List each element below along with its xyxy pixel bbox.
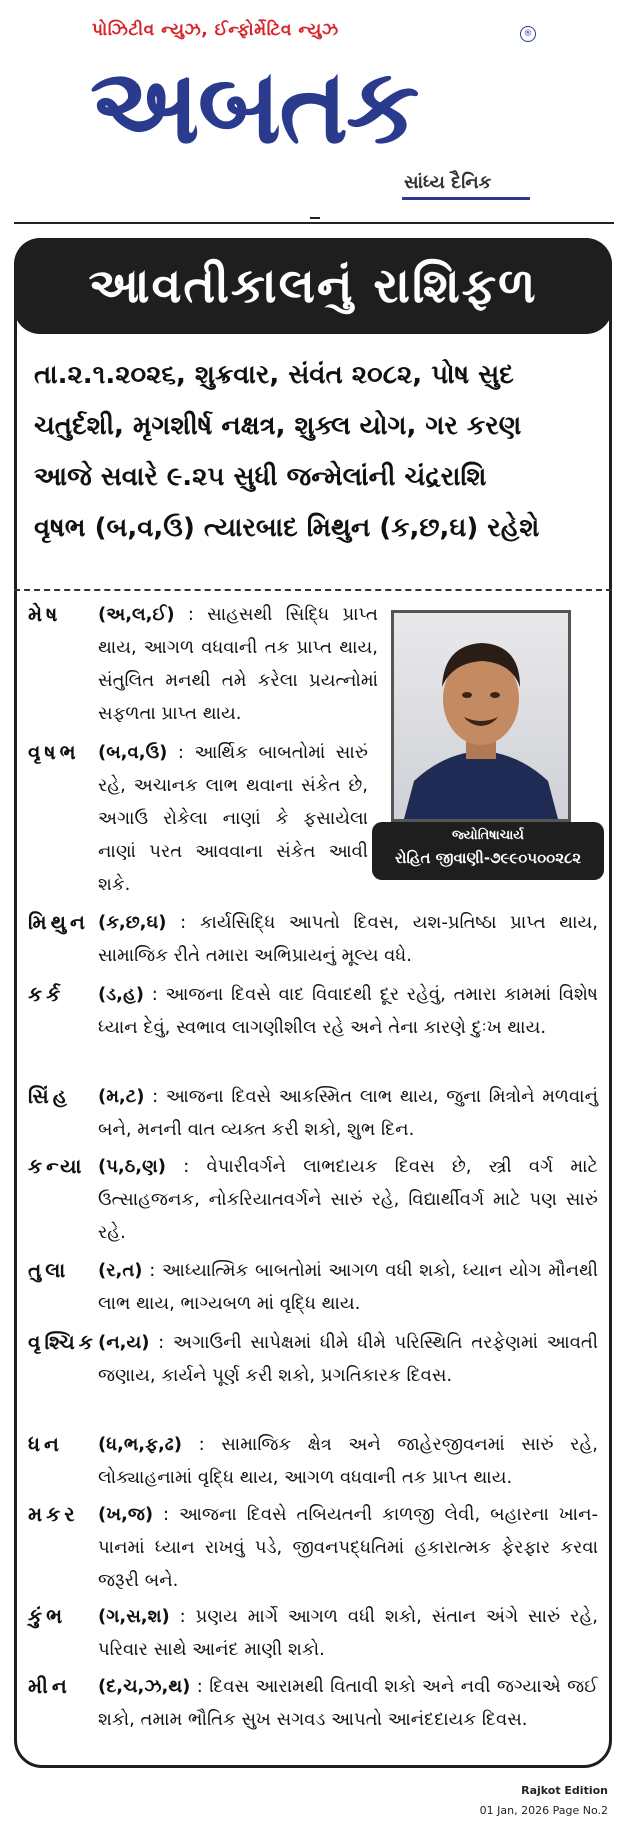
sign-prediction: : આજના દિવસે વાદ વિવાદથી દૂર રહેવું, તમારા કામમાં વિશેષ ધ્યાન દેવું, સ્વભાવ લાગણીશીલ રહે અને તેના કારણે દુઃખ થાય. (98, 984, 598, 1038)
sign-prediction: : કાર્યસિદ્ધિ આપતો દિવસ, યશ-પ્રતિષ્ઠા પ્રાપ્ત થાય, સામાજિક રીતે તમારા અભિપ્રાયનું મૂલ્ય વધે. (98, 912, 598, 966)
sign-entry-kumbh (28, 1600, 598, 1666)
sign-entry-mesh (28, 598, 378, 730)
sign-letters: (ર,ત) (98, 1260, 143, 1281)
sign-text (28, 1498, 598, 1597)
sign-prediction: : સામાજિક ક્ષેત્ર અને જાહેરજીવનમાં સારું રહે, લોક્યાહનામાં વૃદ્ધિ થાય, આગળ વધવાની તક પ્રાપ્ત થાય. (98, 1434, 598, 1488)
banner-title: આવતીકાલનું રાશિફળ (88, 258, 538, 314)
sign-name: કર્ક (28, 982, 65, 1006)
astrologer-title: જ્યોતિષાચાર્ય (452, 828, 524, 843)
sign-letters: (અ,લ,ઈ) (98, 604, 175, 625)
sign-entry-makar (28, 1498, 598, 1597)
sign-prediction: : આજના દિવસે આકસ્મિત લાભ થાય, જુના મિત્રોને મળવાનું બને, મનની વાત વ્યક્ત કરી શકો, શુભ દિન. (98, 1086, 598, 1140)
sign-name: ધન (28, 1432, 63, 1456)
sign-name: મકર (28, 1502, 79, 1526)
sign-name: મીન (28, 1674, 71, 1698)
registered-mark: ® (520, 26, 536, 42)
sign-text (28, 1428, 598, 1494)
sign-text (28, 598, 378, 730)
sign-prediction: : આજના દિવસે તબિયતની કાળજી લેવી, બહારના ખાન-પાનમાં ધ્યાન રાખવું પડે, જીવનપદ્ધતિમાં હકારાત્મક ફેરફાર કરવા જરૂરી બને. (98, 1504, 598, 1591)
horoscope-banner (14, 238, 612, 334)
header-tick (310, 217, 320, 219)
intro-divider (14, 589, 612, 591)
sign-text (28, 1254, 598, 1320)
sign-letters: (ગ,સ,શ) (98, 1606, 170, 1627)
sign-letters: (મ,ટ) (98, 1086, 145, 1107)
intro-line: તા.૨.૧.૨૦૨૬, શુક્રવાર, સંવંત ૨૦૮૨, પોષ સુદ (34, 360, 514, 390)
sign-text (28, 1670, 598, 1736)
sign-prediction: : વેપારીવર્ગને લાભદાયક દિવસ છે, સ્ત્રી વર્ગ માટે ઉત્સાહજનક, નોકરિયાતવર્ગને સારું રહે, વિદ્યાર્થીવર્ગ માટે પણ સારું રહે. (98, 1156, 598, 1243)
sign-entry-vrushabh (28, 736, 598, 901)
sign-letters: (ધ,ભ,ફ,ઢ) (98, 1434, 182, 1455)
sign-text (28, 1326, 598, 1392)
intro-line: વૃષભ (બ,વ,ઉ) ત્યારબાદ મિથુન (ક,છ,ઘ) રહેશે (34, 513, 540, 543)
sign-letters: (ક,છ,ઘ) (98, 912, 167, 933)
newspaper-logo (90, 44, 530, 162)
sign-entry-kanya (28, 1150, 598, 1249)
subline-underline (402, 197, 530, 200)
sign-entry-meen (28, 1670, 598, 1736)
sign-name: વૃષભ (28, 740, 80, 764)
sign-name: તુલા (28, 1258, 70, 1282)
sign-letters: (પ,ઠ,ણ) (98, 1156, 166, 1177)
sign-letters: (ડ,હ) (98, 984, 144, 1005)
date-page-label: 01 Jan, 2026 Page No.2 (479, 1804, 608, 1817)
sign-name: કુંભ (28, 1604, 67, 1628)
sign-prediction: : અગાઉની સાપેક્ષમાં ધીમે ધીમે પરિસ્થિતિ તરફેણમાં આવતી જણાય, કાર્યને પૂર્ણ કરી શકો, પ્રગતિકારક દિવસ. (98, 1332, 598, 1386)
sign-text (28, 906, 598, 972)
sign-prediction: : દિવસ આરામથી વિતાવી શકો અને નવી જગ્યાએ જઈ શકો, તમામ ભૌતિક સુખ સગવડ આપતો આનંદદાયક દિવસ. (98, 1676, 598, 1730)
sign-text (28, 978, 598, 1044)
sign-prediction: : પ્રણય માર્ગે આગળ વધી શકો, સંતાન અંગે સારું રહે, પરિવાર સાથે આનંદ માણી શકો. (98, 1606, 598, 1660)
astrologer-name: રોહિત જીવાણી-૭૯૯૦૫૦૦૨૮૨ (394, 849, 582, 867)
sign-entry-kark (28, 978, 598, 1044)
sign-prediction: : સાહસથી સિદ્ધિ પ્રાપ્ત થાય, આગળ વધવાની તક પ્રાપ્ત થાય, સંતુલિત મનથી તમે કરેલા પ્રયત્નોમાં સફળતા પ્રાપ્ત થાય. (98, 604, 378, 724)
sign-letters: (ખ,જ) (98, 1504, 154, 1525)
sign-entry-sinh (28, 1080, 598, 1146)
sign-entry-dhan (28, 1428, 598, 1494)
sign-entry-vrushchik (28, 1326, 598, 1392)
sign-name: મિથુન (28, 910, 89, 934)
sign-text (28, 1080, 598, 1146)
sign-entry-mithun (28, 906, 598, 972)
sign-text (28, 736, 598, 901)
sign-name: સિંહ (28, 1084, 71, 1108)
sign-letters: (બ,વ,ઉ) (98, 742, 168, 763)
sign-prediction: : આર્થિક બાબતોમાં સારું રહે, અચાનક લાભ થવાના સંકેત છે, અગાઉ રોકેલા નાણાં કે ફસાયેલા નાણાં પરત આવવાના સંકેત આવી શકે. (98, 742, 368, 895)
sign-letters: (ન,ય) (98, 1332, 150, 1353)
sign-name: મેષ (28, 602, 62, 626)
sign-text (28, 1600, 598, 1666)
masthead-subline: સાંધ્ય દૈનિક (404, 172, 492, 193)
intro-line: આજે સવારે ૯.૨૫ સુધી જન્મેલાંની ચંદ્રરાશિ (34, 462, 487, 492)
header-rule (14, 222, 614, 224)
sign-text (28, 1150, 598, 1249)
edition-label: Rajkot Edition (521, 1784, 608, 1797)
intro-line: ચતુર્દશી, મૃગશીર્ષ નક્ષત્ર, શુક્લ યોગ, ગર કરણ (34, 411, 522, 441)
tagline: પોઝિટીવ ન્યુઝ, ઈન્ફોર્મેટિવ ન્યુઝ (92, 20, 339, 40)
panchang-intro (34, 350, 594, 554)
masthead (0, 0, 628, 215)
logo-text: અબતક (90, 45, 418, 162)
sign-letters: (દ,ચ,ઝ,થ) (98, 1676, 191, 1697)
sign-prediction: : આધ્યાત્મિક બાબતોમાં આગળ વધી શકો, ધ્યાન યોગ મૌનથી લાભ થાય, ભાગ્યબળ માં વૃદ્ધિ થાય. (98, 1260, 598, 1314)
sign-name: વૃશ્ચિક (28, 1330, 97, 1354)
sign-name: કન્યા (28, 1154, 86, 1178)
sign-entry-tula (28, 1254, 598, 1320)
